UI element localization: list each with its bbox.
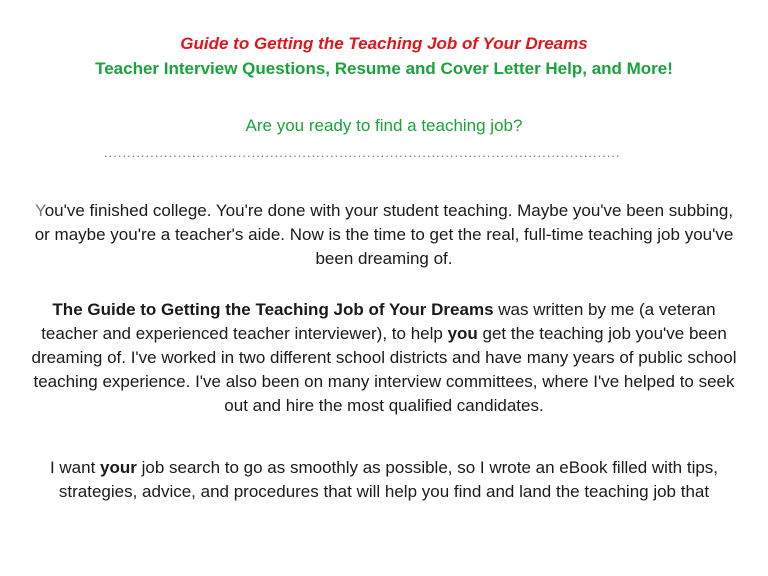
page-title: Guide to Getting the Teaching Job of Your Dreams (180, 34, 588, 53)
about-text-a: was written by me (a veteran teacher and experienced teacher interviewer), to help (41, 300, 716, 343)
about-paragraph (28, 298, 740, 418)
goal-text-b: job search to go as smoothly as possible, so I wrote an eBook filled with tips, strategies, advice, and procedures that will help you find and land the teaching job that (58, 458, 719, 501)
intro-question: Are you ready to find a teaching job? (245, 116, 523, 135)
intro-paragraph-text: ou've finished college. You're done with your student teaching. Maybe you've been subbing, or maybe you're a teacher's aide. Now is the time to get the real, full-time teaching job you've been dreaming of. (34, 201, 734, 268)
guide-title-bold: The Guide to Getting the Teaching Job of Your Dreams (52, 300, 494, 319)
goal-paragraph (28, 456, 740, 504)
goal-text-a: I want (49, 458, 101, 477)
dotted-divider: ................................................................................................................ (104, 146, 621, 160)
page-subtitle: Teacher Interview Questions, Resume and Cover Letter Help, and More! (95, 59, 673, 78)
about-text-b: get the teaching job you've been dreaming of. I've worked in two different school districts and have many years of public school teaching experience. I've also been on many interview committees, where I've helped to seek out and hire the most qualified candidates. (31, 324, 737, 415)
emphasis-you: you (447, 324, 478, 343)
emphasis-your: your (100, 458, 137, 477)
intro-paragraph (28, 199, 740, 271)
drop-letter: Y (34, 201, 45, 220)
